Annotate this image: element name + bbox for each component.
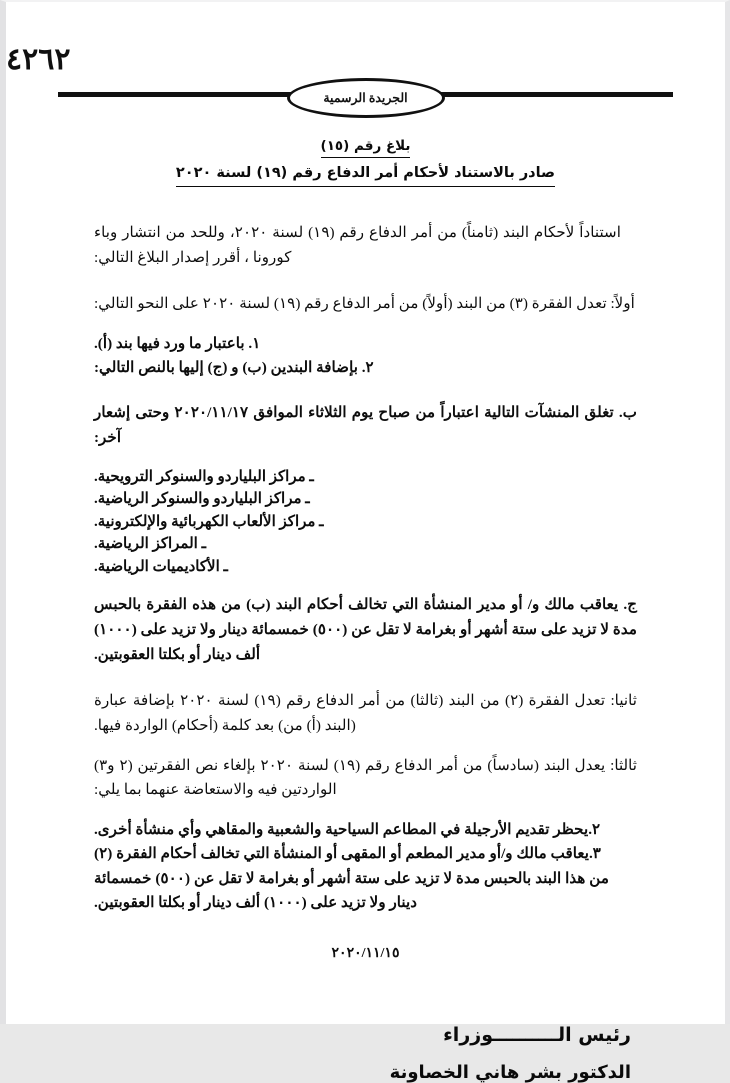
section-first-heading: أولاً: تعدل الفقرة (٣) من البند (أولاً) من أمر الدفاع رقم (١٩) لسنة ٢٠٢٠ على النحو التالي:	[94, 295, 635, 313]
document-title-secondary: صادر بالاستناد لأحكام أمر الدفاع رقم (١٩) لسنة ٢٠٢٠	[176, 163, 555, 187]
clause-c-text: ج. يعاقب مالك و/ أو مدير المنشأة التي تخالف أحكام البند (ب) من هذه الفقرة بالحبس مدة لا تزيد على ستة أشهر أو بغرامة لا تقل عن (٥٠٠) خمسمائة دينار ولا تزيد على (١٠٠٠) ألف دينار أو بكلتا العقوبتين.	[94, 596, 637, 663]
section-third	[94, 754, 637, 916]
section-second	[94, 689, 637, 738]
section-second-text: ثانيا: تعدل الفقرة (٢) من البند (ثالثا) من أمر الدفاع رقم (١٩) لسنة ٢٠٢٠ بإضافة عبارة (البند (أ) من) بعد كلمة (أحكام) الواردة فيها.	[94, 692, 637, 734]
list-item	[94, 818, 615, 842]
document-titles	[6, 136, 725, 187]
clause-b	[94, 401, 637, 578]
list-item: ـ الأكاديميات الرياضية.	[94, 558, 228, 575]
list-item-text: يحظر تقديم الأرجيلة في المطاعم السياحية والشعبية والمقاهي وأي منشأة أخرى.	[94, 821, 589, 839]
signatory-name: الدكتور بشر هاني الخصاونة	[389, 1062, 631, 1083]
list-item: ١. باعتبار ما ورد فيها بند (أ).	[94, 335, 261, 353]
gazette-emblem	[287, 78, 445, 118]
list-item	[94, 842, 615, 915]
section-third-items	[94, 818, 637, 915]
document-title-primary: بلاغ رقم (١٥)	[321, 136, 411, 158]
gazette-name: الجريدة الرسمية	[323, 91, 408, 105]
closed-facilities-list	[94, 466, 637, 579]
section-first-items	[94, 332, 637, 379]
page-masthead	[6, 2, 725, 114]
list-item: ـ مراكز البلياردو والسنوكر الرياضية.	[94, 491, 310, 508]
list-item: ـ مراكز البلياردو والسنوكر الترويحية.	[94, 468, 314, 485]
clause-c	[94, 593, 637, 667]
list-item-marker: ٢.	[588, 821, 601, 839]
masthead-rule	[58, 78, 673, 112]
signature-block	[94, 1024, 637, 1083]
section-third-heading: ثالثا: يعدل البند (سادساً) من أمر الدفاع رقم (١٩) لسنة ٢٠٢٠ بإلغاء نص الفقرتين (٢ و٣) الواردتين فيه والاستعاضة عنهما بما يلي:	[94, 756, 638, 799]
list-item: ـ مراكز الألعاب الكهربائية والإلكترونية.	[94, 513, 324, 530]
signatory-role: رئيس الــــــــــوزراء	[443, 1024, 631, 1047]
list-item-text: يعاقب مالك و/أو مدير المطعم أو المقهى أو المنشأة التي تخالف أحكام الفقرة (٢) من هذا البند بالحبس مدة لا تزيد على ستة أشهر أو بغرامة لا تقل عن (٥٠٠) خمسمائة دينار ولا تزيد على (١٠٠٠) ألف دينار أو بكلتا العقوبتين.	[94, 845, 609, 911]
list-item-marker: ٣.	[589, 845, 601, 863]
masthead-rule-left	[58, 92, 306, 97]
list-item: ٢. بإضافة البندين (ب) و (ج) إليها بالنص التالي:	[94, 358, 374, 376]
list-item: ـ المراكز الرياضية.	[94, 536, 206, 553]
document-body	[94, 221, 637, 962]
masthead-rule-right	[425, 92, 673, 97]
document-date: ٢٠٢٠/١١/١٥	[331, 946, 400, 962]
section-first	[94, 292, 637, 379]
clause-b-text: ب. تغلق المنشآت التالية اعتباراً من صباح يوم الثلاثاء الموافق ٢٠٢٠/١١/١٧ وحتى إشعار آخر:	[94, 404, 637, 446]
preamble-paragraph: استناداً لأحكام البند (ثامناً) من أمر الدفاع رقم (١٩) لسنة ٢٠٢٠، وللحد من انتشار وباء كورونا ، أقرر إصدار البلاغ التالي:	[94, 224, 622, 266]
page-number: ٤٢٦٢	[6, 43, 71, 76]
